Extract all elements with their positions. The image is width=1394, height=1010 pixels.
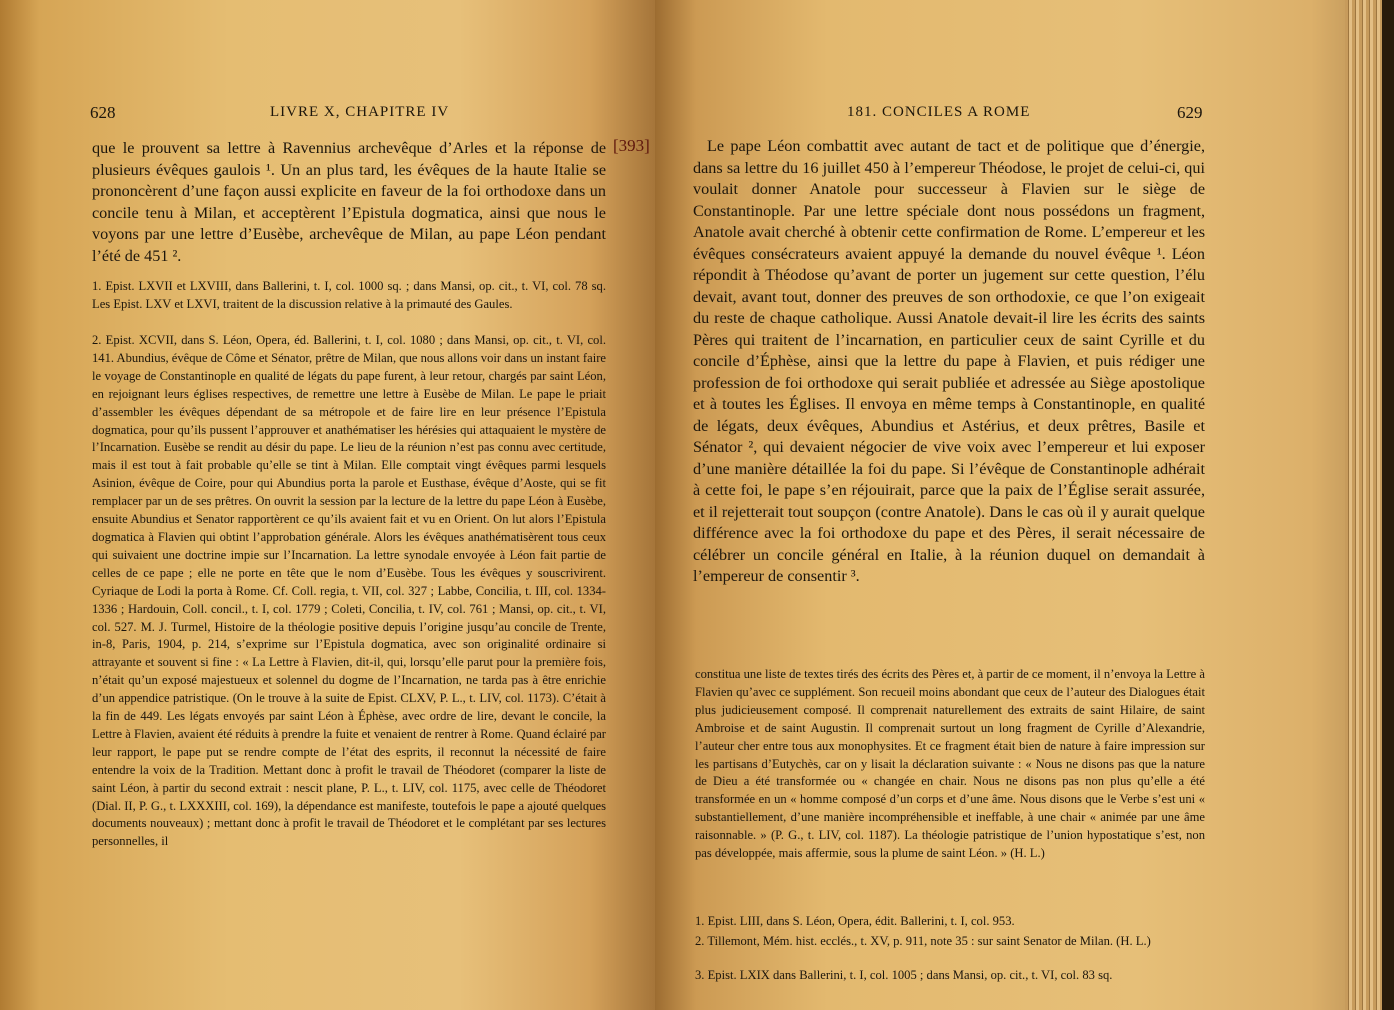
- left-main-text: que le prouvent sa lettre à Ravennius archevêque d’Arles et la réponse de plusieurs évêques gaulois ¹. Un an plus tard, les évêques de la haute Italie se prononcèrent d’une façon aussi explicite en faveur de la foi orthodoxe dans un concile tenu à Milan, et acceptèrent l’Epistula dogmatica, ainsi que nous le voyons par une lettre d’Eusèbe, archevêque de Milan, au pape Léon pendant l’été de 451 ².: [92, 139, 606, 265]
- right-footnote-2: 2. Tillemont, Mém. hist. ecclés., t. XV, p. 911, note 35 : sur saint Senator de Milan. (H. L.): [695, 934, 1151, 948]
- left-footnote-1: 1. Epist. LXVII et LXVIII, dans Ballerini, t. I, col. 1000 sq. ; dans Mansi, op. cit., t. VI, col. 78 sq. Les Epist. LXV et LXVI, traitent de la discussion relative à la primauté des Gaules.: [92, 279, 606, 311]
- left-page-number: 628: [90, 103, 116, 122]
- left-page: [0, 0, 655, 1010]
- right-footnote-continuation: constitua une liste de textes tirés des écrits des Pères et, à partir de ce moment, il n’envoya la Lettre à Flavien qu’avec ce supplément. Son recueil moins abondant que ceux de l’auteur des Dialogues était plus judicieusement composé. Il comprenait naturellement des extraits de saint Hilaire, de saint Ambroise et de saint Augustin. Il comprenait surtout un long fragment de Cyrille d’Alexandrie, l’auteur cher entre tous aux monophysites. Et ce fragment était bien de nature à faire impression sur les partisans d’Eutychès, car on y lisait la déclaration suivante : « Nous ne disons pas que la nature de Dieu a été transformée ou « changée en chair. Nous ne disons pas non plus qu’elle a été transformée en un « homme composé d’un corps et d’une âme. Nous disons que le Verbe s’est uni « substantiellement, d’une manière incompréhensible et ineffable, à une chair « animée par une âme raisonnable. » (P. G., t. LIV, col. 1187). La théologie patristique de l’union hypostatique s’est, non pas développée, mais affermie, sous la plume de saint Léon. » (H. L.): [695, 667, 1205, 861]
- right-page: [655, 0, 1345, 1010]
- left-running-head: LIVRE X, CHAPITRE IV: [270, 104, 450, 120]
- right-running-head: 181. CONCILES A ROME: [847, 104, 1031, 120]
- right-page-number: 629: [1177, 103, 1203, 122]
- right-main-text: Le pape Léon combattit avec autant de tact et de politique que d’énergie, dans sa lettre du 16 juillet 450 à l’empereur Théodose, le projet de celui-ci, qui voulait donner Anatole pour successeur à Flavien sur le siège de Constantinople. Par une lettre spéciale dont nous possédons un fragment, Anatole avait cherché à obtenir cette confirmation de Rome. L’empereur et les évêques consécrateurs avaient appuyé la demande du nouvel évêque ¹. Léon répondit à Théodose qu’avant de porter un jugement sur cette question, l’élu devait, avant tout, donner des preuves de son orthodoxie, ce que l’on exigeait du reste de chaque catholique. Aussi Anatole devait-il lire les écrits des saints Pères qui traitent de l’incarnation, en particulier ceux de saint Cyrille et du concile d’Éphèse, ainsi que la lettre du pape à Flavien, et puis rédiger une profession de foi orthodoxe qui serait publiée et adressée au Siège apostolique et à toutes les Églises. Il envoya en même temps à Constantinople, en qualité de légats, deux évêques, Abundius et Astérius, et deux prêtres, Basile et Sénator ², qui devaient négocier de vive voix avec l’empereur et lui exposer d’une manière détaillée la foi du pape. Si l’évêque de Constantinople adhérait à cette foi, le pape s’en réjouirait, parce que la paix de l’Église serait assurée, et il rejetterait tout soupçon (contre Anatole). Dans le cas où il y aurait quelque différence avec la foi orthodoxe du pape et des Pères, il serait nécessaire de célébrer un concile général en Italie, à la réunion duquel on demandait à l’empereur de consentir ³.: [693, 137, 1205, 585]
- right-footnote-1: 1. Epist. LIII, dans S. Léon, Opera, édit. Ballerini, t. I, col. 953.: [695, 914, 1015, 928]
- book-page-edges: [1345, 0, 1394, 1010]
- margin-number: [393]: [613, 136, 650, 155]
- right-footnote-3: 3. Epist. LXIX dans Ballerini, t. I, col. 1005 ; dans Mansi, op. cit., t. VI, col. 83 sq.: [695, 968, 1113, 982]
- left-footnote-2: 2. Epist. XCVII, dans S. Léon, Opera, éd. Ballerini, t. I, col. 1080 ; dans Mansi, op. cit., t. VI, col. 141. Abundius, évêque de Côme et Sénator, prêtre de Milan, que nous allons voir dans un instant faire le voyage de Constantinople en qualité de légats du pape furent, à leur retour, chargés par saint Léon, en rejoignant leurs églises respectives, de remettre une lettre à Eusèbe de Milan. Le pape le priait d’assembler les évêques dépendant de sa métropole et de faire lire en leur présence l’Epistula dogmatica, pour qu’ils pussent l’approuver et anathématiser les hérésies qui attaquaient le mystère de l’Incarnation. Eusèbe se rendit au désir du pape. Le lieu de la réunion n’est pas connu avec certitude, mais il est tout à fait probable qu’elle se tint à Milan. Elle comptait vingt évêques parmi lesquels Asinion, évêque de Coire, pour qui Abundius porta la parole et Eusthase, évêque d’Aoste, qui se fit remplacer par un de ses prêtres. On ouvrit la session par la lecture de la lettre du pape Léon à Eusèbe, ensuite Abundius et Senator rapportèrent ce qu’ils avaient fait et vu en Orient. On lut alors l’Epistula dogmatica à Flavien qui obtint l’approbation générale. Alors les évêques anathématisèrent tous ceux qui suivaient une doctrine impie sur l’Incarnation. La lettre synodale envoyée à Léon fait partie de celles de ce pape ; elle ne porte en tête que le nom d’Eusèbe. Tous les évêques y souscrivirent. Cyriaque de Lodi la porta à Rome. Cf. Coll. regia, t. VII, col. 327 ; Labbe, Concilia, t. III, col. 1334-1336 ; Hardouin, Coll. concil., t. I, col. 1779 ; Coleti, Concilia, t. IV, col. 761 ; Mansi, op. cit., t. VI, col. 527. M. J. Turmel, Histoire de la théologie positive depuis l’origine jusqu’au concile de Trente, in-8, Paris, 1904, p. 214, s’exprime sur l’Epistula dogmatica, avec son originalité ordinaire si attrayante et souvent si fine : « La Lettre à Flavien, dit-il, qui, lorsqu’elle parut pour la première fois, n’était qu’un exposé majestueux et solennel du dogme de l’Incarnation, ne tarda pas à être enrichie d’un appendice patristique. (On le trouve à la suite de Epist. CLXV, P. L., t. LIV, col. 1173). C’était à la fin de 449. Les légats envoyés par saint Léon à Éphèse, avec ordre de lire, devant le concile, la Lettre à Flavien, avaient été réduits à prendre la fuite et venaient de rentrer à Rome. Quand éclairé par leur rapport, le pape put se rendre compte de l’état des esprits, il reconnut la nécessité de faire entendre la voix de la Tradition. Mettant donc à profit le travail de Théodoret (comparer la liste de saint Léon, à partir du second extrait : nescit plane, P. L., t. LIV, col. 1175, avec celle de Théodoret (Dial. II, P. G., t. LXXXIII, col. 169), la dépendance est manifeste, toutefois le pape a ajouté quelques documents nouveaux) ; mettant donc à profit le travail de Théodoret et le complétant par ses lectures personnelles, il: [92, 333, 606, 849]
